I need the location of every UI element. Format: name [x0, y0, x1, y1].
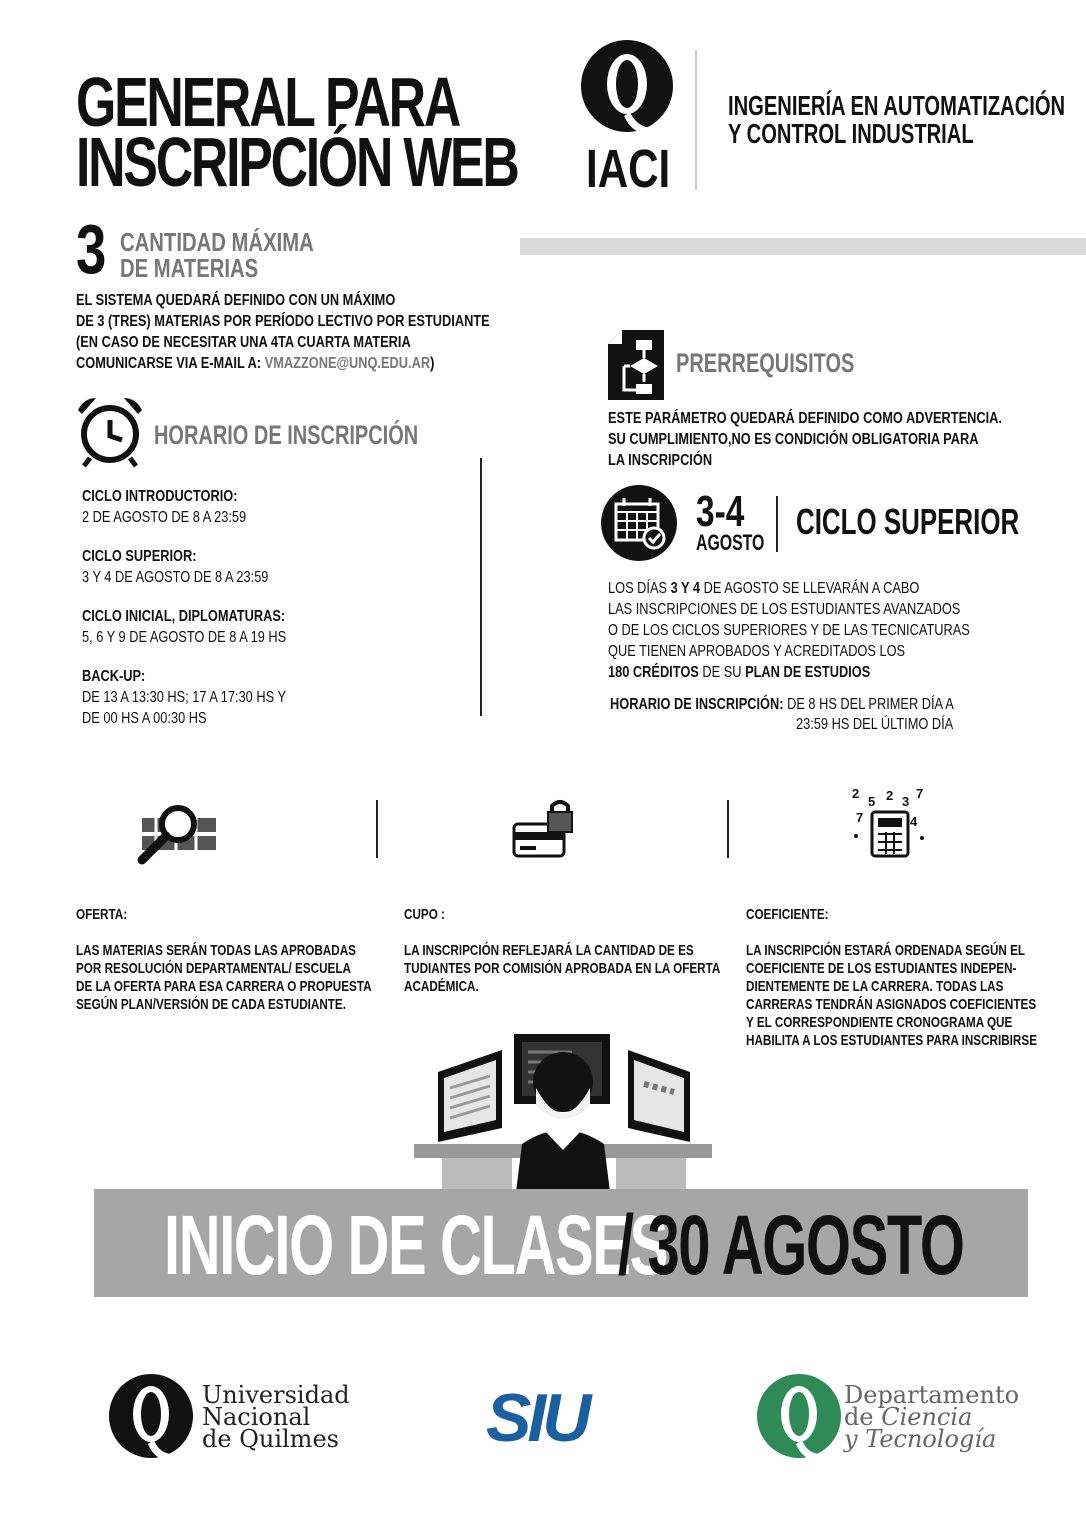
dept-q-icon	[756, 1372, 842, 1464]
unq-q-icon	[108, 1372, 194, 1464]
class-start-banner	[94, 1189, 1028, 1297]
schedule-block-introductorio: CICLO INTRODUCTORIO: 2 DE AGOSTO DE 8 A 23:59	[82, 488, 247, 526]
prereq-body: ESTE PARÁMETRO QUEDARÁ DEFINIDO COMO ADVERTENCIA. SU CUMPLIMIENTO,NO ES CONDICIÓN OBLIGATORIA PARA LA INSCRIPCIÓN	[608, 410, 1002, 469]
schedule-heading: HORARIO DE INSCRIPCIÓN	[154, 420, 419, 450]
iaci-logo	[578, 38, 676, 199]
column-oferta: OFERTA: LAS MATERIAS SERÁN TODAS LAS APROBADAS POR RESOLUCIÓN DEPARTAMENTAL/ ESCUELA DE LA OFERTA PARA ESA CARRERA O PROPUESTA SEGÚN PLAN/VERSIÓN DE CADA ESTUDIANTE.	[76, 906, 372, 1013]
title-line-1: GENERAL PARA	[76, 63, 460, 141]
title-line-2: INSCRIPCIÓN WEB	[76, 123, 518, 201]
contact-email-link[interactable]: VMAZZONE@UNQ.EDU.AR	[264, 355, 431, 372]
max-subjects-body: EL SISTEMA QUEDARÁ DEFINIDO CON UN MÁXIMO DE 3 (TRES) MATERIAS POR PERÍODO LECTIVO POR ESTUDIANTE (EN CASO DE NECESITAR UNA 4TA CUARTA MATERIA COMUNICARSE VIA E-MAIL A: VMAZZONE@UNQ.EDU.AR)	[76, 292, 490, 372]
iaci-logo-text: IACI	[586, 139, 671, 199]
siu-logo: SIU	[486, 1380, 588, 1456]
gray-accent-bar	[520, 238, 1086, 255]
prereq-heading: PRERREQUISITOS	[676, 348, 855, 378]
calendar-check-icon	[600, 484, 678, 562]
schedule-divider	[480, 458, 482, 716]
superior-divider	[776, 496, 778, 552]
max-subjects-number: 3	[76, 210, 107, 288]
search-books-icon	[136, 802, 220, 866]
calculator-icon: 2 5 2 3 7 7 4	[850, 784, 930, 860]
locked-credit-card-icon	[512, 798, 574, 860]
schedule-block-superior: CICLO SUPERIOR: 3 Y 4 DE AGOSTO DE 8 A 23:59	[82, 548, 269, 586]
superior-hours-line2: 23:59 HS DEL ÚLTIMO DÍA	[796, 716, 954, 733]
career-name: INGENIERÍA EN AUTOMATIZACIÓN Y CONTROL INDUSTRIAL	[728, 90, 1066, 149]
icon-divider-2	[727, 800, 729, 858]
q-logo-icon	[578, 38, 676, 148]
alarm-clock-icon	[76, 396, 144, 468]
dept-logo: Departamento de Ciencia y Tecnología	[756, 1372, 842, 1469]
icon-divider-1	[376, 800, 378, 858]
banner-right-text: / 30 AGOSTO	[618, 1198, 964, 1292]
student-at-computers-illustration	[412, 1032, 714, 1192]
column-coeficiente: COEFICIENTE: LA INSCRIPCIÓN ESTARÁ ORDENADA SEGÚN EL COEFICIENTE DE LOS ESTUDIANTES INDEPEN- DIENTEMENTE DE LA CARRERA. TODAS LAS CARRERAS TENDRÁN ASIGNADOS COEFICIENTES Y EL CORRESPONDIENTE CRONOGRAMA QUE HABILITA A LOS ESTUDIANTES PARA INSCRIBIRSE	[746, 906, 1038, 1049]
flowchart-document-icon	[608, 330, 664, 400]
header-divider	[695, 50, 697, 190]
banner-left-text: INICIO DE CLASES	[164, 1198, 667, 1292]
column-cupo: CUPO : LA INSCRIPCIÓN REFLEJARÁ LA CANTIDAD DE ES TUDIANTES POR COMISIÓN APROBADA EN LA OFERTA ACADÉMICA.	[404, 906, 721, 995]
superior-title: CICLO SUPERIOR	[796, 501, 1020, 542]
unq-logo: Universidad Nacional de Quilmes	[108, 1372, 194, 1469]
schedule-block-backup: BACK-UP: DE 13 A 13:30 HS; 17 A 17:30 HS Y DE 00 HS A 00:30 HS	[82, 668, 286, 727]
superior-body: LOS DÍAS 3 Y 4 DE AGOSTO SE LLEVARÁN A CABO LAS INSCRIPCIONES DE LOS ESTUDIANTES AVANZADOS O DE LOS CICLOS SUPERIORES Y DE LAS TECNICATURAS QUE TIENEN APROBADOS Y ACREDITADOS LOS 180 CRÉDITOS DE SU PLAN DE ESTUDIOS	[608, 580, 970, 681]
superior-month: AGOSTO	[696, 530, 765, 555]
max-subjects-label: CANTIDAD MÁXIMA DE MATERIAS	[120, 227, 314, 283]
superior-days: 3-4	[696, 487, 745, 536]
superior-hours: HORARIO DE INSCRIPCIÓN: DE 8 HS DEL PRIMER DÍA A	[610, 696, 954, 713]
schedule-block-inicial: CICLO INICIAL, DIPLOMATURAS: 5, 6 Y 9 DE AGOSTO DE 8 A 19 HS	[82, 608, 287, 646]
